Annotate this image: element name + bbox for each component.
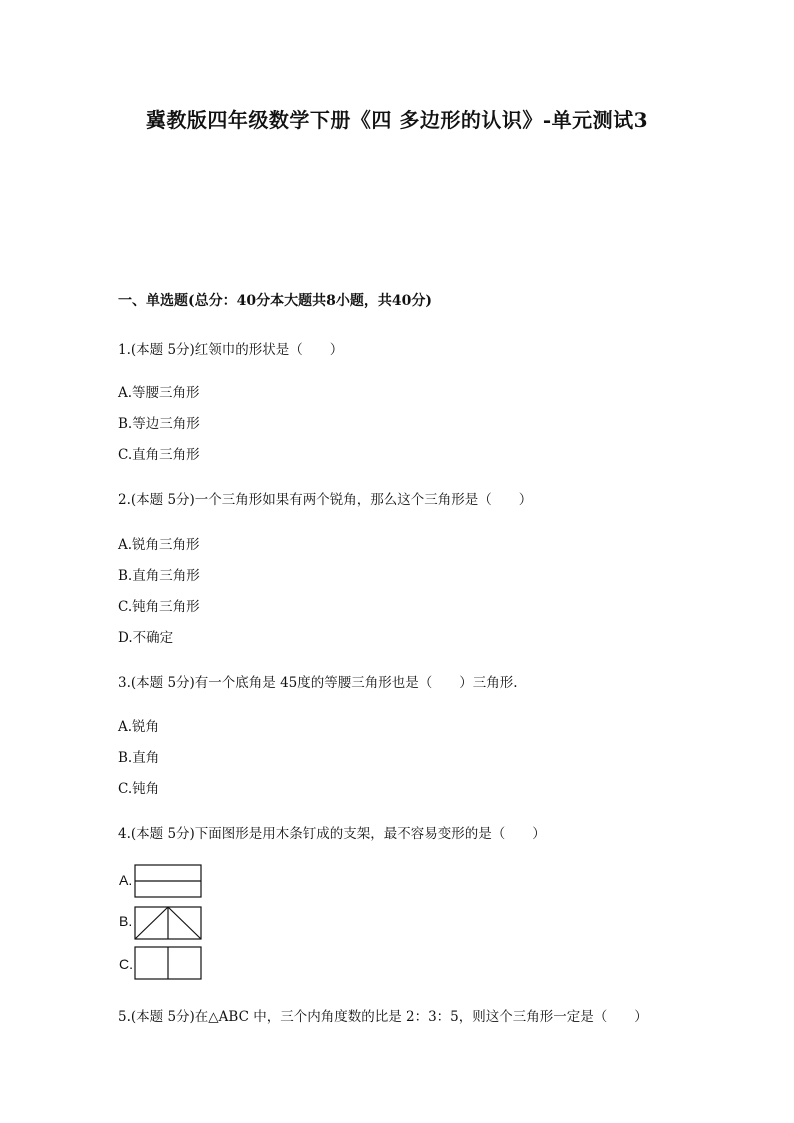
section-heading: 一、单选题(总分：40分本大题共8小题，共40分) — [118, 293, 432, 309]
question-3-option-a: A.锐角 — [118, 719, 160, 735]
question-3-option-b: B.直角 — [118, 750, 160, 766]
question-3-stem: 3.(本题 5分)有一个底角是 45度的等腰三角形也是（ ）三角形. — [118, 675, 518, 691]
question-4-stem: 4.(本题 5分)下面图形是用木条钉成的支架，最不容易变形的是（ ） — [118, 826, 546, 842]
question-2-option-d: D.不确定 — [118, 630, 174, 646]
question-4-option-a-label: A. — [119, 872, 133, 888]
rectangle-with-triangles-figure — [134, 906, 202, 940]
question-2-stem: 2.(本题 5分)一个三角形如果有两个锐角，那么这个三角形是（ ） — [118, 492, 533, 508]
question-2-option-b: B.直角三角形 — [118, 568, 200, 584]
question-5-stem: 5.(本题 5分)在△ABC 中，三个内角度数的比是 2：3：5，则这个三角形一定是（ ） — [118, 1009, 648, 1025]
question-2-option-a: A.锐角三角形 — [118, 537, 200, 553]
question-3-option-c: C.钝角 — [118, 781, 160, 797]
question-2-option-c: C.钝角三角形 — [118, 599, 200, 615]
question-1-option-c: C.直角三角形 — [118, 447, 200, 463]
question-1-option-a: A.等腰三角形 — [118, 385, 200, 401]
rectangle-with-horizontal-bar-figure — [134, 864, 202, 898]
rectangle-with-vertical-bar-figure — [134, 946, 202, 980]
question-4-option-b-label: B. — [119, 913, 133, 929]
question-4-option-c-label: C. — [119, 956, 133, 972]
question-1-stem: 1.(本题 5分)红领巾的形状是（ ） — [118, 342, 344, 358]
question-1-option-b: B.等边三角形 — [118, 416, 200, 432]
document-title: 冀教版四年级数学下册《四 多边形的认识》-单元测试3 — [145, 108, 649, 132]
